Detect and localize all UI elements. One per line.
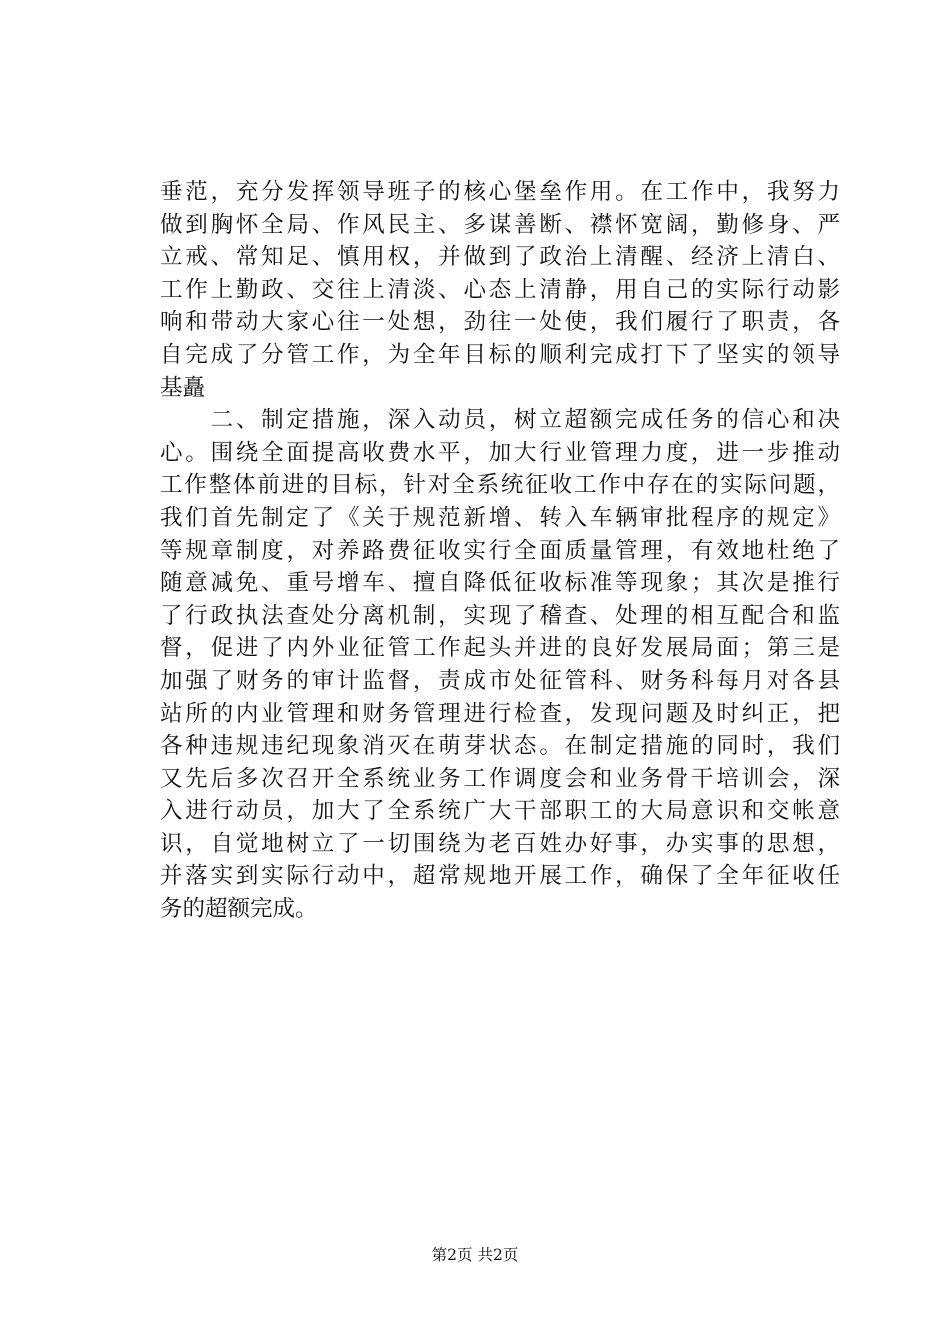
text-line: 垂范，充分发挥领导班子的核心堡垒作用。在工作中，我努力 xyxy=(160,179,840,205)
text-line: 加强了财务的审计监督，责成市处征管科、财务科每月对各县 xyxy=(160,667,840,694)
text-line: 各种违规违纪现象消灭在萌芽状态。在制定措施的同时，我们 xyxy=(160,733,840,760)
page-number-label: 第2页 共2页 xyxy=(431,1246,519,1264)
document-body xyxy=(160,176,840,926)
text-line: 务的超额完成。 xyxy=(160,896,318,923)
text-line: 入进行动员，加大了全系统广大干部职工的大局意识和交帐意 xyxy=(160,798,840,825)
text-line: 并落实到实际行动中，超常规地开展工作，确保了全年征收任 xyxy=(160,863,840,890)
text-line: 识，自觉地树立了一切围绕为老百姓办好事，办实事的思想， xyxy=(160,830,840,857)
text-line: 等规章制度，对养路费征收实行全面质量管理，有效地杜绝了 xyxy=(160,537,840,564)
text-line: 基矗 xyxy=(160,374,206,401)
text-line: 做到胸怀全局、作风民主、多谋善断、襟怀宽阔，勤修身、严 xyxy=(160,211,840,238)
text-line: 我们首先制定了《关于规范新增、转入车辆审批程序的规定》 xyxy=(160,504,840,531)
text-line: 站所的内业管理和财务管理进行检查，发现问题及时纠正，把 xyxy=(160,700,840,727)
text-line: 自完成了分管工作，为全年目标的顺利完成打下了坚实的领导 xyxy=(160,341,840,368)
text-line: 二、制定措施，深入动员，树立超额完成任务的信心和决 xyxy=(160,407,840,434)
text-line: 立戒、常知足、慎用权，并做到了政治上清醒、经济上清白、 xyxy=(160,244,840,271)
text-line: 心。围绕全面提高收费水平，加大行业管理力度，进一步推动 xyxy=(160,439,840,466)
text-line: 工作上勤政、交往上清淡、心态上清静，用自己的实际行动影 xyxy=(160,276,840,303)
page-footer xyxy=(0,1245,950,1265)
text-line: 响和带动大家心往一处想，劲往一处使，我们履行了职责，各 xyxy=(160,309,840,336)
text-line: 了行政执法查处分离机制，实现了稽查、处理的相互配合和监 xyxy=(160,602,840,629)
text-line: 又先后多次召开全系统业务工作调度会和业务骨干培训会，深 xyxy=(160,765,840,792)
text-line: 工作整体前进的目标，针对全系统征收工作中存在的实际问题， xyxy=(160,472,840,499)
text-line: 随意减免、重号增车、擅自降低征收标准等现象；其次是推行 xyxy=(160,570,840,597)
text-line: 督，促进了内外业征管工作起头并进的良好发展局面；第三是 xyxy=(160,635,840,662)
